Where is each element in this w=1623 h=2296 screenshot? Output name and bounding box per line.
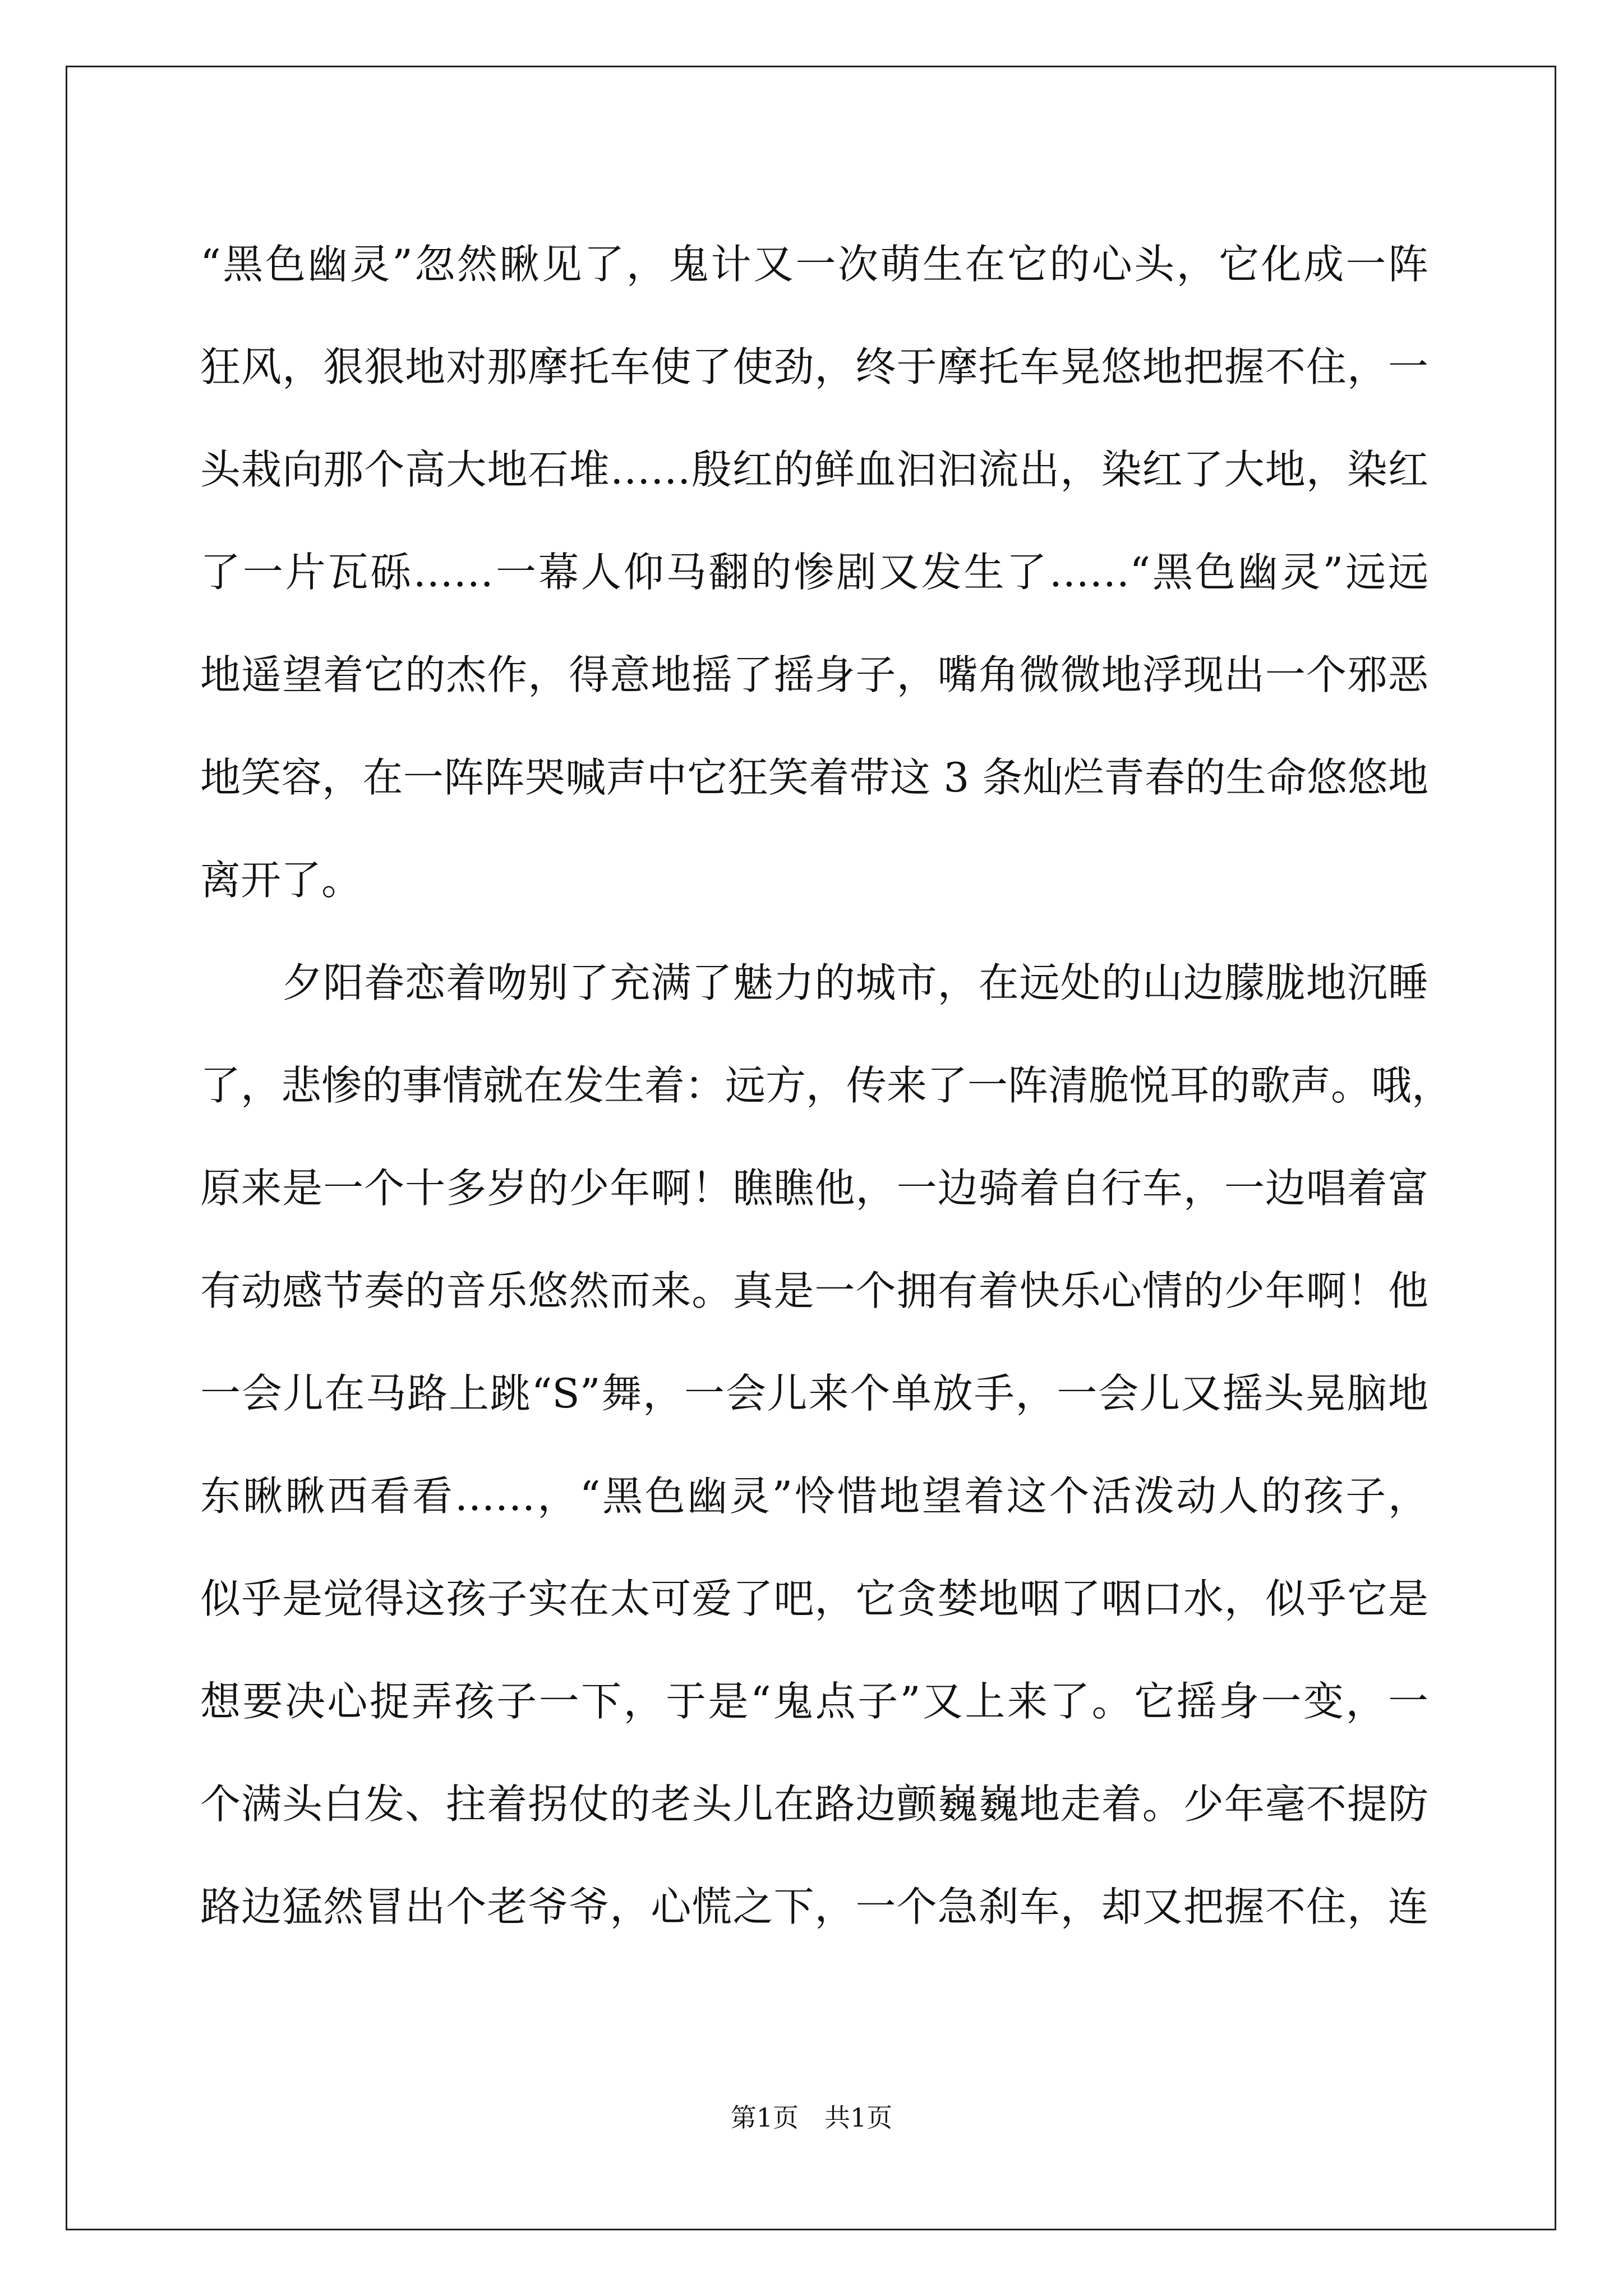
paragraph bbox=[200, 213, 1428, 932]
text-line: 路边猛然冒出个老爷爷，心慌之下，一个急刹车，却又把握不住，连 bbox=[200, 1883, 1428, 1930]
text-line: 有动感节奏的音乐悠然而来。真是一个拥有着快乐心情的少年啊！他 bbox=[200, 1267, 1428, 1314]
text-line: 狂风，狠狠地对那摩托车使了使劲，终于摩托车晃悠地把握不住，一 bbox=[200, 343, 1428, 390]
text-line: 原来是一个十多岁的少年啊！瞧瞧他，一边骑着自行车，一边唱着富 bbox=[200, 1165, 1428, 1212]
text-line: 头栽向那个高大地石堆……殷红的鲜血汩汩流出，染红了大地，染红 bbox=[200, 446, 1428, 493]
text-line: 夕阳眷恋着吻别了充满了魅力的城市，在远处的山边朦胧地沉睡 bbox=[200, 959, 1428, 1006]
page-number-footer: 第1页 共1页 bbox=[730, 2102, 893, 2133]
document-body bbox=[200, 213, 1453, 1958]
text-line: 个满头白发、拄着拐仗的老头儿在路边颤巍巍地走着。少年毫不提防 bbox=[200, 1780, 1428, 1828]
text-line: 想要决心捉弄孩子一下，于是“鬼点子”又上来了。它摇身一变，一 bbox=[200, 1678, 1428, 1725]
text-line: 地遥望着它的杰作，得意地摇了摇身子，嘴角微微地浮现出一个邪恶 bbox=[200, 651, 1428, 698]
text-line: 离开了。 bbox=[200, 857, 362, 904]
text-line: 了一片瓦砾……一幕人仰马翻的惨剧又发生了……“黑色幽灵”远远 bbox=[200, 549, 1428, 596]
text-line: 东瞅瞅西看看……，“黑色幽灵”怜惜地望着这个活泼动人的孩子， bbox=[200, 1473, 1428, 1520]
text-line: 似乎是觉得这孩子实在太可爱了吧，它贪婪地咽了咽口水，似乎它是 bbox=[200, 1575, 1428, 1622]
text-line: “黑色幽灵”忽然瞅见了，鬼计又一次萌生在它的心头，它化成一阵 bbox=[200, 241, 1428, 288]
text-line: 地笑容，在一阵阵哭喊声中它狂笑着带这 3 条灿烂青春的生命悠悠地 bbox=[200, 754, 1428, 801]
text-line: 了，悲惨的事情就在发生着：远方，传来了一阵清脆悦耳的歌声。哦， bbox=[200, 1062, 1453, 1109]
text-line: 一会儿在马路上跳“S”舞，一会儿来个单放手，一会儿又摇头晃脑地 bbox=[200, 1370, 1428, 1417]
paragraph bbox=[200, 932, 1453, 1958]
